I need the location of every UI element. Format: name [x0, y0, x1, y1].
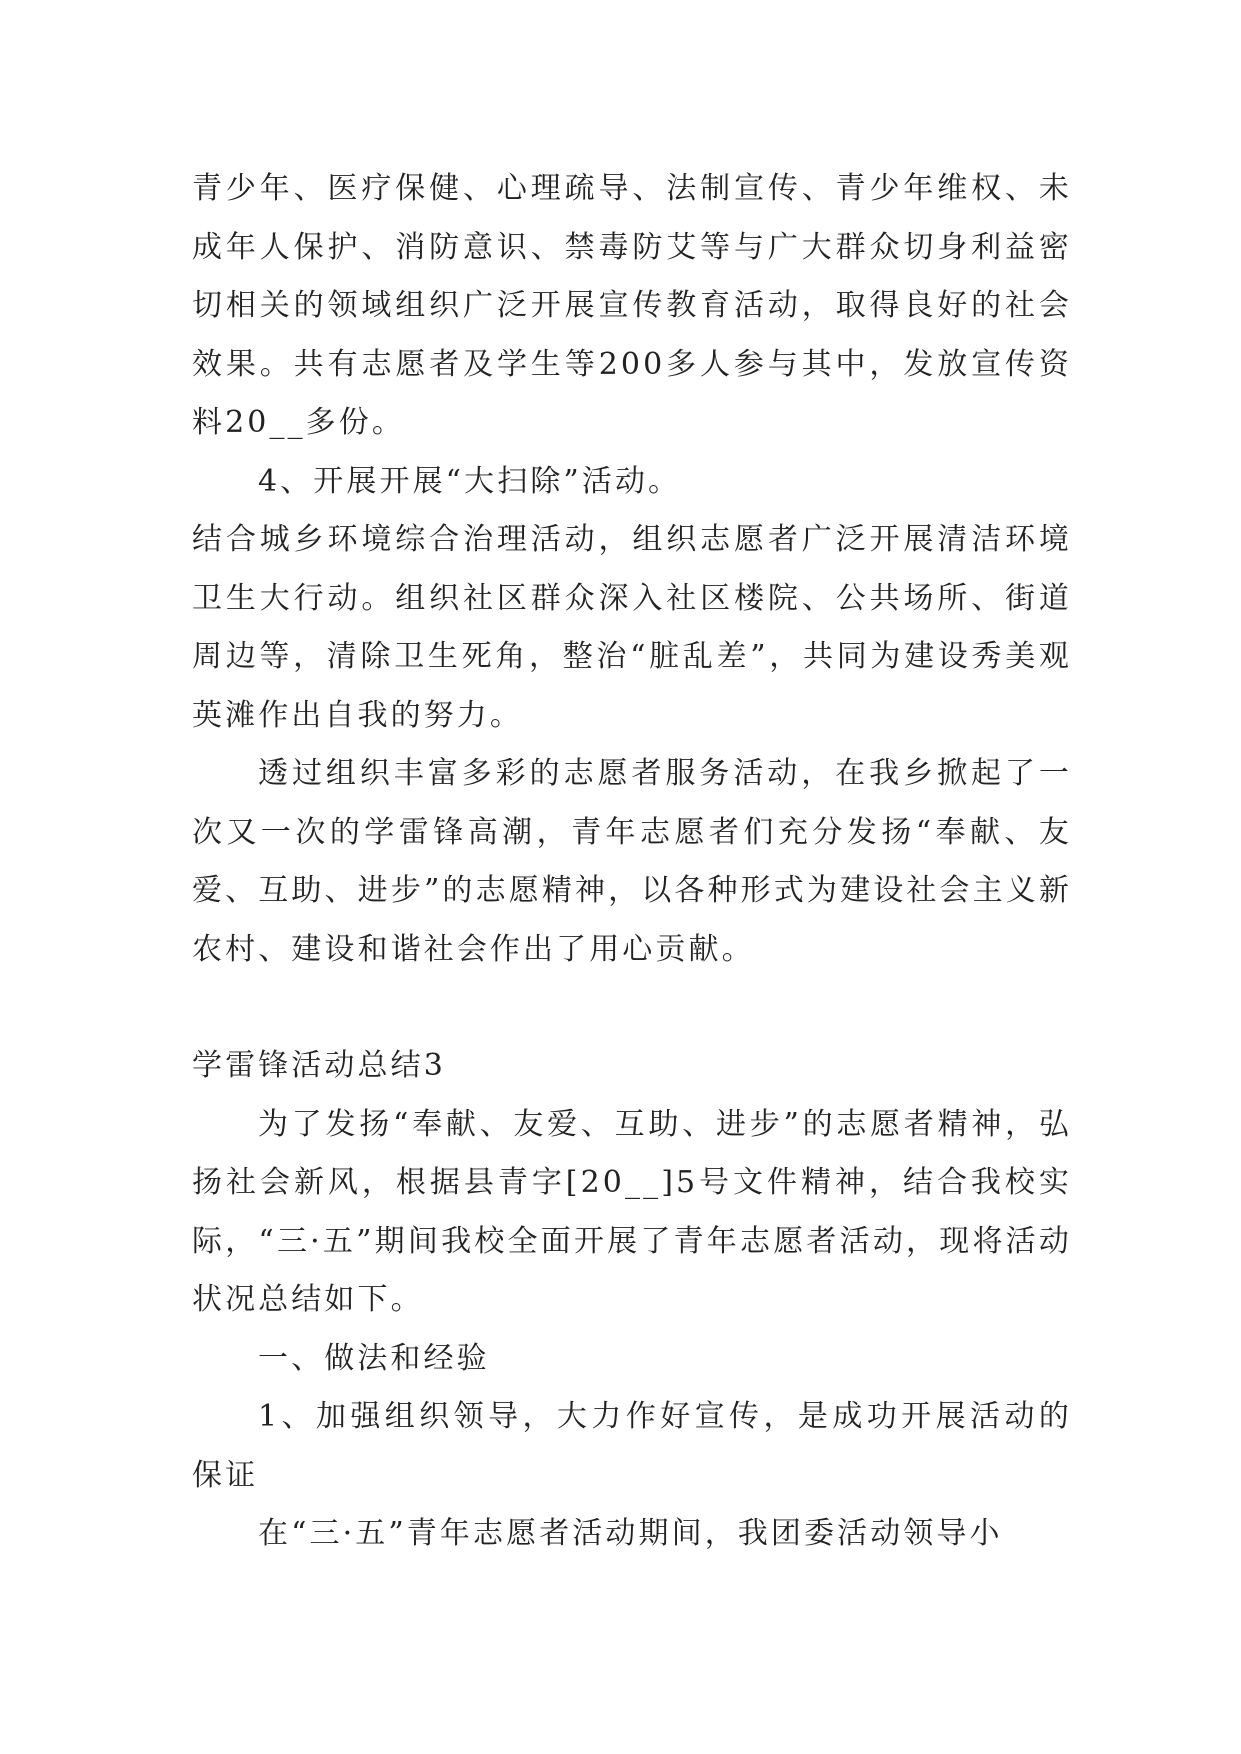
paragraph-1: 青少年、医疗保健、心理疏导、法制宣传、青少年维权、未成年人保护、消防意识、禁毒防艾等与广大群众切身利益密切相关的领域组织广泛开展宣传教育活动，取得良好的社会效果。共有志愿者及学生等200多人参与其中，发放宣传资料20__多份。: [192, 171, 1072, 440]
section-gap: [192, 979, 1072, 1037]
paragraph-4: 透过组织丰富多彩的志愿者服务活动，在我乡掀起了一次又一次的学雷锋高潮，青年志愿者们充分发扬“奉献、友爱、互助、进步”的志愿精神，以各种形式为建设社会主义新农村、建设和谐社会作出了用心贡献。: [192, 756, 1072, 967]
paragraph-3: 结合城乡环境综合治理活动，组织志愿者广泛开展清洁环境卫生大行动。组织社区群众深入社区楼院、公共场所、街道周边等，清除卫生死角，整治“脏乱差”，共同为建设秀美观英滩作出自我的努力。: [192, 522, 1072, 733]
paragraph-6: 为了发扬“奉献、友爱、互助、进步”的志愿者精神，弘扬社会新风，根据县青字[20__]5号文件精神，结合我校实际，“三·五”期间我校全面开展了青年志愿者活动，现将活动状况总结如下。: [192, 1106, 1072, 1317]
subheading-1: 一、做法和经验: [258, 1340, 490, 1376]
document-body: [192, 160, 1072, 1564]
paragraph-9: 在“三·五”青年志愿者活动期间，我团委活动领导小: [258, 1516, 1003, 1551]
section-heading: 学雷锋活动总结3: [192, 1048, 446, 1083]
paragraph-2: 4、开展开展“大扫除”活动。: [258, 463, 682, 499]
paragraph-8: 1、加强组织领导，大力作好宣传，是成功开展活动的保证: [192, 1399, 1072, 1493]
